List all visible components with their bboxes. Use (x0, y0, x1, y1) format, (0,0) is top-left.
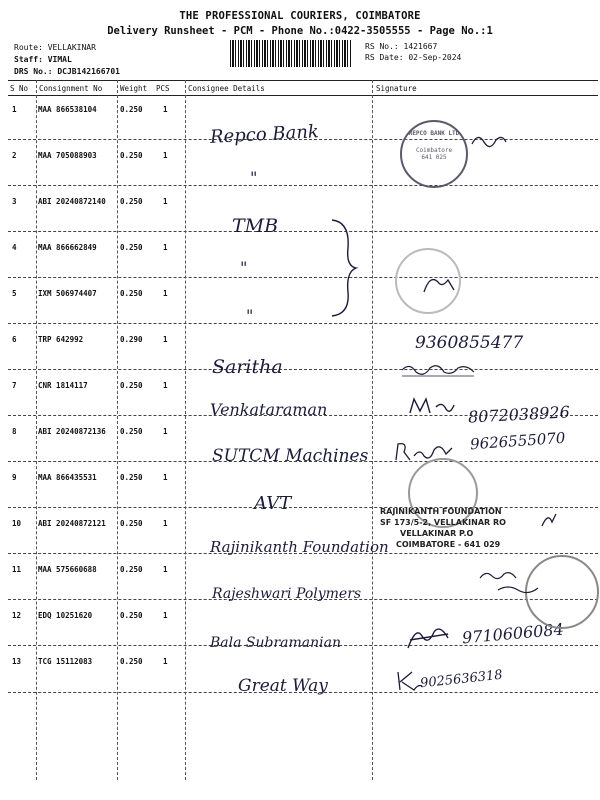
staff-label: Staff: (14, 55, 43, 64)
hw-phone-row-7: 8072038926 (467, 402, 571, 427)
drs-value: DCJB142166701 (57, 67, 120, 76)
row-11-pcs: 1 (163, 565, 168, 574)
row-divider (8, 323, 598, 324)
col-header-consignment: Consignment No (39, 84, 103, 93)
row-1-sno: 1 (12, 105, 17, 114)
row-9-pcs: 1 (163, 473, 168, 482)
hw-consignee-row-7: Venkataraman (210, 400, 328, 419)
hw-consignee-row-3: TMB (232, 215, 279, 237)
row-7-sno: 7 (12, 381, 17, 390)
row-10-weight: 0.250 (120, 519, 143, 528)
signature-row-7 (408, 395, 458, 419)
repco-stamp-line3: 641 025 (421, 154, 447, 161)
hw-consignee-row-8: SUTCM Machines (212, 446, 369, 466)
signature-row-11 (478, 568, 548, 598)
repco-stamp-line2: Coimbatore (415, 147, 453, 154)
signature-row-12 (404, 622, 454, 652)
row-10-sno: 10 (12, 519, 22, 528)
rs-no-line (365, 42, 437, 51)
rs-no-label: RS No.: (365, 42, 399, 51)
row-12-pcs: 1 (163, 611, 168, 620)
row-12-weight: 0.250 (120, 611, 143, 620)
col-header-pcs: PCS (156, 84, 170, 93)
row-2-sno: 2 (12, 151, 17, 160)
repco-bank-stamp (400, 120, 468, 188)
brace-mark (330, 218, 360, 318)
row-3-sno: 3 (12, 197, 17, 206)
rs-no-value: 1421667 (403, 42, 438, 51)
row-13-sno: 13 (12, 657, 22, 666)
row-13-consignment: TCG 15112083 (38, 657, 93, 666)
row-6-weight: 0.290 (120, 335, 143, 344)
row-13-weight: 0.250 (120, 657, 143, 666)
hw-phone-row-12: 9710606084 (461, 619, 565, 648)
hw-phone-row-8: 9626555070 (469, 428, 566, 454)
hw-consignee-row-11: Rajeshwari Polymers (212, 586, 362, 602)
row-1-consignment: MAA 866538104 (38, 105, 97, 114)
row-9-weight: 0.250 (120, 473, 143, 482)
row-2-weight: 0.250 (120, 151, 143, 160)
drs-label: DRS No.: (14, 67, 53, 76)
row-7-weight: 0.250 (120, 381, 143, 390)
hw-phone-row-6: 9360855477 (415, 333, 524, 353)
row-11-consignment: MAA 575660688 (38, 565, 97, 574)
rs-date-value: 02-Sep-2024 (408, 53, 462, 62)
barcode (230, 40, 352, 67)
row-8-weight: 0.250 (120, 427, 143, 436)
hw-ditto-row-2: " (250, 168, 258, 187)
signature-row-1 (470, 130, 510, 150)
document-title: THE PROFESSIONAL COURIERS, COIMBATORE (179, 10, 421, 22)
row-5-consignment: IXM 506974407 (38, 289, 97, 298)
foundation-stamp-line4: COIMBATORE - 641 029 (396, 540, 501, 549)
row-13-pcs: 1 (163, 657, 168, 666)
row-6-consignment: TRP 642992 (38, 335, 84, 344)
row-8-pcs: 1 (163, 427, 168, 436)
row-3-weight: 0.250 (120, 197, 143, 206)
signature-row-10 (540, 510, 560, 530)
table-header-rule (8, 95, 598, 96)
route-line (14, 43, 96, 52)
signature-row-8 (394, 440, 464, 466)
row-10-consignment: ABI 20240872121 (38, 519, 106, 528)
row-6-pcs: 1 (163, 335, 168, 344)
rs-date-line (365, 53, 461, 62)
signature-row-6 (400, 360, 480, 380)
hw-consignee-row-13: Great Way (238, 676, 328, 696)
hw-consignee-row-10: Rajinikanth Foundation (210, 538, 389, 556)
row-1-weight: 0.250 (120, 105, 143, 114)
staff-value: VIMAL (47, 55, 72, 64)
row-10-pcs: 1 (163, 519, 168, 528)
row-7-pcs: 1 (163, 381, 168, 390)
route-value: VELLAKINAR (47, 43, 96, 52)
row-1-pcs: 1 (163, 105, 168, 114)
row-5-weight: 0.250 (120, 289, 143, 298)
row-divider (8, 185, 598, 186)
route-label: Route: (14, 43, 43, 52)
row-2-pcs: 1 (163, 151, 168, 160)
drs-line (14, 67, 120, 76)
row-5-pcs: 1 (163, 289, 168, 298)
staff-line (14, 55, 72, 64)
hw-ditto-row-5: " (246, 306, 254, 325)
hw-phone-row-13: 9025636318 (419, 667, 504, 692)
signature-row-5 (420, 272, 460, 296)
col-header-signature: Signature (376, 84, 417, 93)
foundation-stamp-line2: SF 173/5-2, VELLAKINAR RO (380, 518, 506, 527)
row-9-sno: 9 (12, 473, 17, 482)
table-top-rule (8, 80, 598, 81)
col-header-sno: S No (10, 84, 29, 93)
repco-stamp-line1: REPCO BANK LTD (408, 130, 460, 137)
row-divider (8, 507, 598, 508)
hw-consignee-row-1: Repco Bank (209, 121, 320, 148)
col-header-weight: Weight (120, 84, 148, 93)
row-4-weight: 0.250 (120, 243, 143, 252)
row-11-weight: 0.250 (120, 565, 143, 574)
foundation-stamp-line1: RAJINIKANTH FOUNDATION (380, 507, 502, 516)
col-header-consignee: Consignee Details (188, 84, 265, 93)
row-4-pcs: 1 (163, 243, 168, 252)
row-5-sno: 5 (12, 289, 17, 298)
hw-consignee-row-12: Bala Subramanian (210, 635, 341, 651)
row-8-sno: 8 (12, 427, 17, 436)
foundation-stamp-line3: VELLAKINAR P.O (400, 529, 474, 538)
row-3-consignment: ABI 20240872140 (38, 197, 106, 206)
row-divider (8, 231, 598, 232)
hw-consignee-row-6: Saritha (212, 356, 283, 378)
rs-date-label: RS Date: (365, 53, 404, 62)
signature-row-13 (394, 668, 424, 694)
row-6-sno: 6 (12, 335, 17, 344)
document-subtitle: Delivery Runsheet - PCM - Phone No.:0422-3505555 - Page No.:1 (107, 25, 493, 37)
row-divider (8, 369, 598, 370)
hw-ditto-row-4: " (240, 258, 248, 277)
row-divider (8, 277, 598, 278)
foundation-address-stamp (380, 506, 506, 550)
row-8-consignment: ABI 20240872136 (38, 427, 106, 436)
row-2-consignment: MAA 705088903 (38, 151, 97, 160)
row-4-sno: 4 (12, 243, 17, 252)
row-11-sno: 11 (12, 565, 22, 574)
row-9-consignment: MAA 866435531 (38, 473, 97, 482)
row-4-consignment: MAA 866662849 (38, 243, 97, 252)
hw-consignee-row-9: AVT (254, 493, 292, 514)
row-12-consignment: EDQ 10251620 (38, 611, 93, 620)
row-12-sno: 12 (12, 611, 22, 620)
row-7-consignment: CNR 1814117 (38, 381, 88, 390)
row-3-pcs: 1 (163, 197, 168, 206)
